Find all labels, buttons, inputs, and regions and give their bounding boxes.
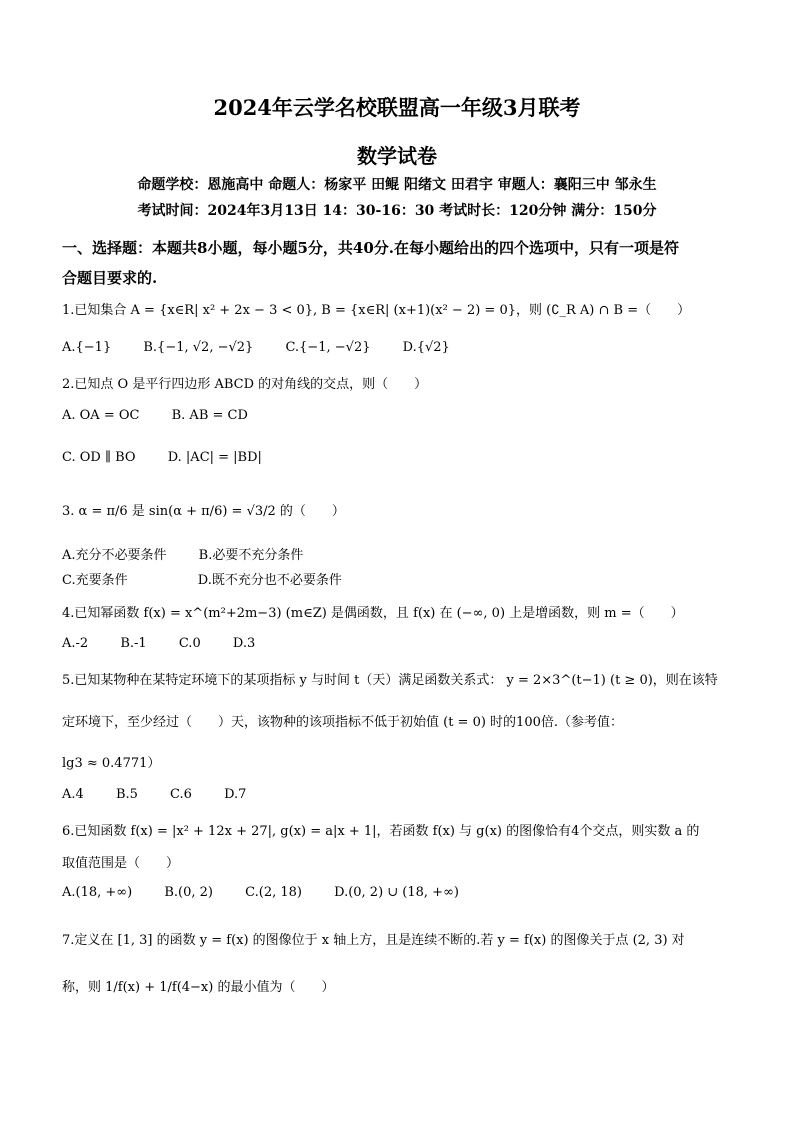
q5-option-a: A.4 xyxy=(62,787,84,802)
q1-stem: 1.已知集合 A = {x∈R| x² + 2x − 3 < 0}, B = {x∈R| (x+1)(x² − 2) = 0}，则 (∁_R A) ∩ B =（ ） xyxy=(62,303,691,318)
section-heading-line1: 一、选择题：本题共8小题，每小题5分，共40分.在每小题给出的四个选项中，只有一项是符 xyxy=(62,239,679,257)
q6-option-a: A.(18, +∞) xyxy=(62,885,133,900)
q3-option-d: D.既不充分也不必要条件 xyxy=(197,573,342,588)
q2-option-d: D. |AC| = |BD| xyxy=(167,450,262,465)
q5-option-d: D.7 xyxy=(224,787,247,802)
q3-stem: 3. α = π/6 是 sin(α + π/6) = √3/2 的（ ） xyxy=(62,504,345,519)
exam-title: 2024年云学名校联盟高一年级3月联考 xyxy=(213,95,581,120)
q3-options-row1 xyxy=(62,544,752,563)
q6-line1: 6.已知函数 f(x) = |x² + 12x + 27|, g(x) = a|x + 1|，若函数 f(x) 与 g(x) 的图像恰有4个交点，则实数 a 的 xyxy=(62,824,700,839)
q4-option-c: C.0 xyxy=(178,636,201,651)
q2-option-b: B. AB = CD xyxy=(171,408,248,423)
exam-authors: 命题学校：恩施高中 命题人：杨家平 田鲲 阳绪文 田君宇 审题人：襄阳三中 邹永生 xyxy=(137,177,657,193)
q1-option-a: A.{−1} xyxy=(62,340,112,355)
q3-option-c: C.充要条件 xyxy=(62,573,128,588)
q6-line2: 取值范围是（ ） xyxy=(62,856,180,871)
q5-line2: 定环境下，至少经过（ ）天，该物种的该项指标不低于初始值 (t = 0) 时的100倍.（参考值： xyxy=(62,715,624,730)
exam-time: 考试时间：2024年3月13日 14：30-16：30 考试时长：120分钟 满分：150分 xyxy=(137,203,657,219)
section-heading-line2: 合题目要求的. xyxy=(62,269,158,287)
q5-line1: 5.已知某物种在某特定环境下的某项指标 y 与时间 t（天）满足函数关系式： y = 2×3^(t−1) (t ≥ 0)，则在该特 xyxy=(62,673,718,688)
q5-option-b: B.5 xyxy=(115,787,138,802)
q7-line2: 称，则 1/f(x) + 1/f(4−x) 的最小值为（ ） xyxy=(62,980,335,995)
q5-line3: lg3 ≈ 0.4771） xyxy=(62,756,161,771)
q2-option-c: C. OD ∥ BO xyxy=(62,450,136,465)
q3-option-b: B.必要不充分条件 xyxy=(198,548,304,563)
q7-line1: 7.定义在 [1, 3] 的函数 y = f(x) 的图像位于 x 轴上方，且是连续不断的.若 y = f(x) 的图像关于点 (2, 3) 对 xyxy=(62,933,685,948)
q4-option-d: D.3 xyxy=(232,636,256,651)
exam-subject: 数学试卷 xyxy=(357,144,437,168)
q6-option-c: C.(2, 18) xyxy=(245,885,302,900)
q4-option-b: B.-1 xyxy=(120,636,147,651)
q3-option-a: A.充分不必要条件 xyxy=(62,548,167,563)
q1-option-c: C.{−1, −√2} xyxy=(285,340,371,355)
q4-stem: 4.已知幂函数 f(x) = x^(m²+2m−3) (m∈Z) 是偶函数，且 f(x) 在 (−∞, 0) 上是增函数，则 m =（ ） xyxy=(62,606,684,621)
q6-options xyxy=(62,885,752,900)
q4-options xyxy=(62,636,752,651)
q6-option-d: D.(0, 2) ∪ (18, +∞) xyxy=(334,885,459,900)
q2-options-row2 xyxy=(62,450,752,465)
q3-options-row2 xyxy=(62,569,752,588)
q2-option-a: A. OA = OC xyxy=(62,408,140,423)
q6-option-b: B.(0, 2) xyxy=(164,885,213,900)
q1-options xyxy=(62,340,752,355)
q1-option-b: B.{−1, √2, −√2} xyxy=(143,340,254,355)
q2-options-row1 xyxy=(62,408,752,423)
q5-options xyxy=(62,787,752,802)
q4-option-a: A.-2 xyxy=(62,636,89,651)
q5-option-c: C.6 xyxy=(170,787,192,802)
q1-option-d: D.{√2} xyxy=(402,340,450,355)
q2-stem: 2.已知点 O 是平行四边形 ABCD 的对角线的交点，则（ ） xyxy=(62,377,428,392)
